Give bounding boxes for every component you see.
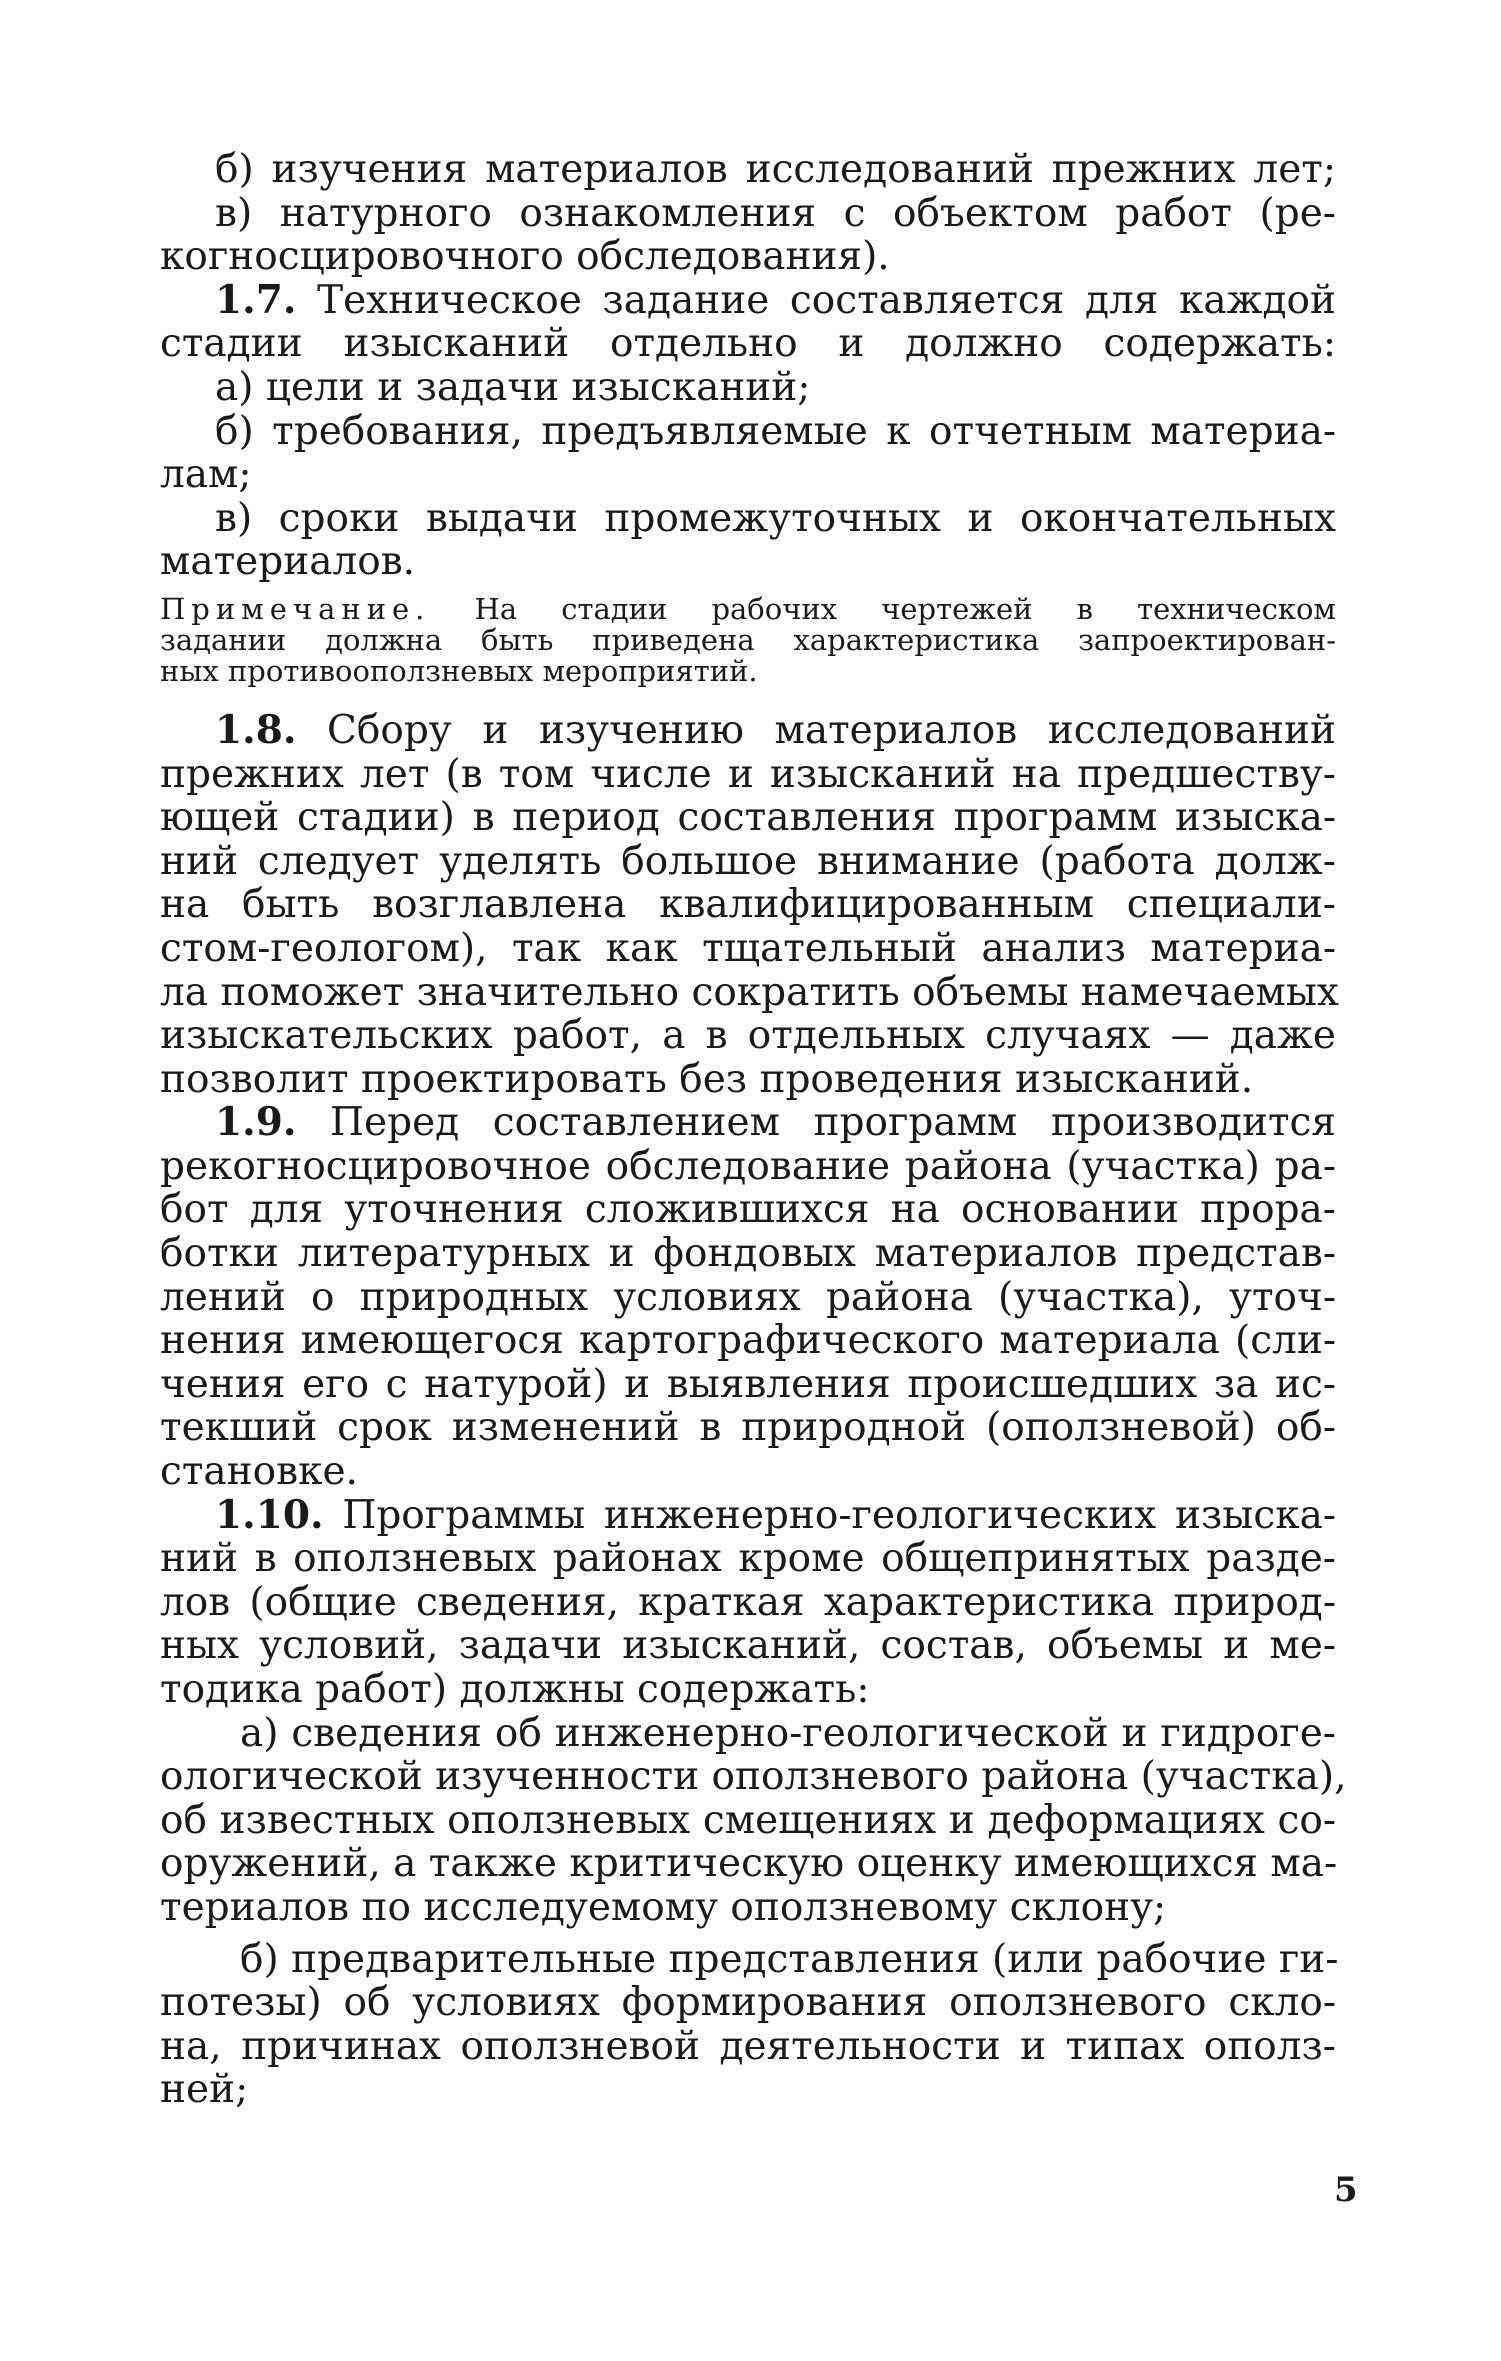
line-text: ных условий, задачи изысканий, состав, объемы и ме- [160,1623,1336,1669]
text-line [160,2068,1336,2112]
text-line [160,410,1336,454]
text-line [160,927,1336,971]
line-text: ний в оползневых районах кроме общепринятых разде- [160,1536,1336,1582]
text-line [160,1886,1336,1930]
text-line [160,1936,1339,1982]
line-text: рекогносцировочное обследование района (участка) ра- [160,1143,1336,1189]
line-text: лений о природных условиях района (участка), уточ- [160,1274,1336,1320]
line-text: в) сроки выдачи промежуточных и окончательных [215,495,1336,541]
text-line [160,1799,1336,1843]
text-line [160,1406,1336,1450]
section-number: 1.9. [215,1099,297,1146]
line-text: потезы) об условиях формирования оползневого скло- [160,1980,1336,2026]
text-line [160,1981,1336,2025]
line-text: териалов по исследуемому оползневому склону; [160,1884,1167,1930]
line-text: б) требования, предъявляемые к отчетным материа- [215,408,1336,454]
line-text: стом-геологом), так как тщательный анализ материа- [160,925,1336,971]
text-line [160,322,1336,366]
line-text: текший срок изменений в природной (оползневой) об- [160,1405,1336,1451]
line-text: позволит проектировать без проведения изысканий. [160,1056,1254,1102]
text-line [160,540,1336,584]
line-text: На стадии рабочих чертежей в техническом [430,591,1336,626]
text-line [160,1145,1336,1189]
line-text: оружений, а также критическую оценку имеющихся ма- [160,1841,1338,1887]
line-text: а) сведения об инженерно-геологической и гидроге- [240,1710,1336,1756]
note-line [160,653,1336,688]
text-line [160,753,1336,797]
line-text: б) изучения материалов исследований прежних лет; [215,147,1336,192]
text-line [160,883,1336,927]
page-number: 5 [1334,2170,1358,2210]
text-line [160,453,1336,497]
text-line [160,1319,1336,1363]
text-line [160,796,1336,840]
text-line [160,235,1336,279]
note-line [160,591,1336,626]
text-line [160,1581,1336,1625]
line-text: Сбору и изучению материалов исследований [296,707,1336,753]
text-line [160,148,1336,192]
line-text: ных противооползневых мероприятий. [160,653,758,688]
text-line [160,840,1336,884]
line-text: материалов. [160,539,416,585]
text-line [160,1754,1347,1800]
document-page [160,147,1347,2113]
text-line [160,276,1336,323]
text-line [160,366,1336,410]
line-text: об известных оползневых смещениях и деформациях со- [160,1797,1336,1843]
spacer [160,687,1336,709]
text-line [160,1058,1336,1102]
text-line [160,1712,1336,1756]
line-text: ботки литературных и фондовых материалов представ- [160,1231,1336,1277]
line-text: ней; [160,2067,249,2113]
line-text: становке. [160,1449,358,1495]
note-line [160,622,1336,657]
text-line [160,192,1336,236]
section-number: 1.10. [215,1491,324,1538]
line-text: лам; [160,452,252,498]
line-text: когносцировочного обследования). [160,234,890,280]
line-text: ющей стадии) в период составления программ изыска- [160,795,1336,841]
text-line [160,706,1336,753]
text-line [160,497,1336,541]
line-text: прежних лет (в том числе и изысканий на предшеству- [160,751,1336,797]
section-number: 1.8. [215,706,297,753]
text-line [160,1232,1336,1276]
line-text: на быть возглавлена квалифицированным специали- [160,882,1336,928]
text-line [160,1188,1336,1232]
text-line [160,1363,1336,1407]
text-line [160,1276,1336,1320]
line-text: а) цели и задачи изысканий; [215,364,811,410]
line-text: Техническое задание составляется для каждой [296,277,1336,323]
note-label: Примечание. [160,591,431,626]
section-number: 1.7. [215,276,297,323]
text-line [160,1668,1336,1712]
line-text: Программы инженерно-геологических изыска- [323,1492,1336,1538]
text-line [160,1842,1336,1886]
line-text: ла поможет значительно сократить объемы намечаемых [160,969,1339,1015]
line-text: б) предварительные представления (или рабочие ги- [240,1936,1339,1982]
line-text: ологической изученности оползневого района (участка), [160,1754,1347,1800]
line-text: Перед составлением программ производится [296,1100,1336,1146]
text-line [160,2025,1336,2069]
text-line [160,1450,1336,1494]
text-line [160,1624,1336,1668]
line-text: ний следует уделять большое внимание (работа долж- [160,838,1336,884]
line-text: чения его с натурой) и выявления происшедших за ис- [160,1361,1336,1407]
text-line [160,1014,1336,1058]
line-text: тодика работ) должны содержать: [160,1667,870,1712]
line-text: изыскательских работ, а в отдельных случаях — даже [160,1013,1336,1059]
text-line [160,1101,1336,1145]
line-text: задании должна быть приведена характеристика запроектирован- [160,622,1336,657]
text-line [160,1537,1336,1581]
line-text: стадии изысканий отдельно и должно содержать: [160,321,1336,367]
line-text: нения имеющегося картографического материала (сли- [160,1318,1336,1364]
line-text: бот для уточнения сложившихся на основании прора- [160,1187,1336,1233]
line-text: в) натурного ознакомления с объектом работ (ре- [215,190,1336,236]
text-line [160,1491,1336,1538]
line-text: на, причинах оползневой деятельности и типах ополз- [160,2023,1336,2069]
line-text: лов (общие сведения, краткая характеристика природ- [160,1579,1336,1625]
text-line [160,969,1339,1015]
